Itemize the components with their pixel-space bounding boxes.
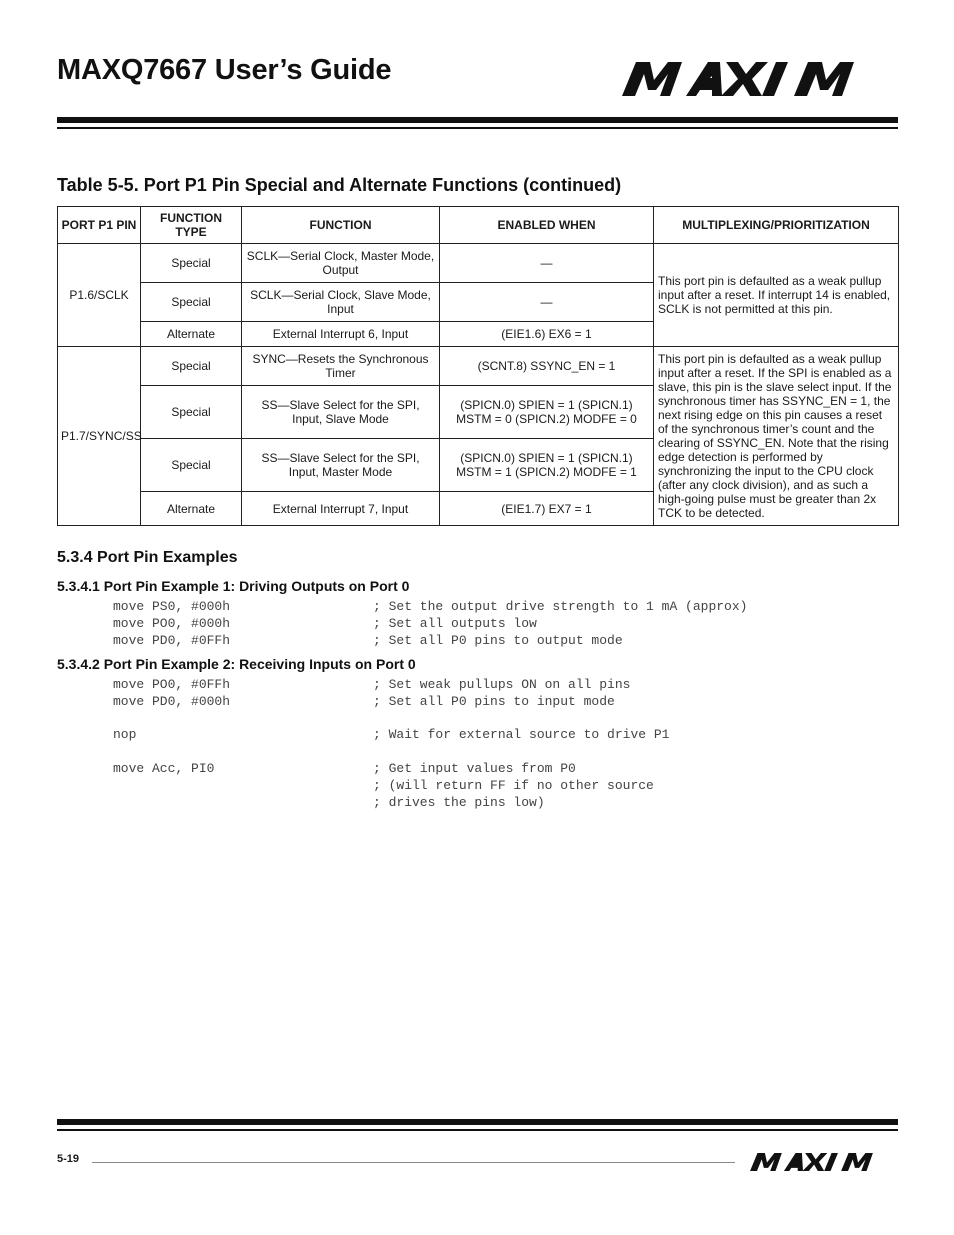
column-header: MULTIPLEXING/PRIORITIZATION	[654, 207, 899, 244]
function-cell: SCLK—Serial Clock, Master Mode, Output	[242, 244, 440, 283]
footer-divider	[92, 1162, 735, 1163]
code-comment: ; Get input values from P0	[373, 761, 576, 776]
table-header-row	[58, 207, 899, 244]
code-line: move PD0, #000h	[113, 694, 231, 709]
column-header: FUNCTION TYPE	[141, 207, 242, 244]
code-comment: ; Wait for external source to drive P1	[373, 727, 670, 742]
enabled-when-cell: (EIE1.6) EX6 = 1	[440, 322, 654, 347]
code-line: move PO0, #0FFh	[113, 677, 231, 692]
maxim-logo-footer	[748, 1153, 894, 1171]
function-cell: External Interrupt 6, Input	[242, 322, 440, 347]
function-cell: SYNC—Resets the Synchronous Timer	[242, 347, 440, 386]
pin-cell: P1.7/SYNC/SS	[58, 347, 141, 526]
section-heading: 5.3.4 Port Pin Examples	[57, 549, 238, 566]
function-cell: External Interrupt 7, Input	[242, 492, 440, 526]
code-comment: ; Set all P0 pins to output mode	[373, 633, 623, 648]
example2-heading: 5.3.4.2 Port Pin Example 2: Receiving Inputs on Port 0	[57, 656, 416, 672]
footer-rule-thick	[57, 1119, 898, 1125]
document-title: MAXQ7667 User’s Guide	[57, 54, 392, 86]
multiplexing-cell: This port pin is defaulted as a weak pullup input after a reset. If interrupt 14 is enabled, SCLK is not permitted at this pin.	[654, 244, 899, 347]
header-rule-thick	[57, 117, 898, 123]
enabled-when-cell: (EIE1.7) EX7 = 1	[440, 492, 654, 526]
code-comment: ; Set weak pullups ON on all pins	[373, 677, 631, 692]
maxim-logo	[622, 62, 890, 96]
footer-rule-thin	[57, 1129, 898, 1131]
function-type-cell: Special	[141, 283, 242, 322]
enabled-when-cell: (SPICN.0) SPIEN = 1 (SPICN.1) MSTM = 0 (SPICN.2) MODFE = 0	[440, 386, 654, 439]
code-comment: ; Set all outputs low	[373, 616, 537, 631]
function-type-cell: Special	[141, 439, 242, 492]
page-number: 5-19	[57, 1153, 80, 1165]
function-cell: SS—Slave Select for the SPI, Input, Slave Mode	[242, 386, 440, 439]
table-row	[58, 347, 899, 386]
port-p1-functions-table	[57, 206, 899, 526]
function-cell: SS—Slave Select for the SPI, Input, Master Mode	[242, 439, 440, 492]
code-comment: ; drives the pins low)	[373, 795, 545, 810]
enabled-when-cell: (SPICN.0) SPIEN = 1 (SPICN.1) MSTM = 1 (SPICN.2) MODFE = 1	[440, 439, 654, 492]
column-header: PORT P1 PIN	[58, 207, 141, 244]
code-line: move PD0, #0FFh	[113, 633, 231, 648]
code-line: move PO0, #000h	[113, 616, 231, 631]
enabled-when-cell: (SCNT.8) SSYNC_EN = 1	[440, 347, 654, 386]
table-caption: Table 5-5. Port P1 Pin Special and Alternate Functions (continued)	[57, 175, 622, 195]
function-type-cell: Alternate	[141, 492, 242, 526]
enabled-when-cell: —	[440, 244, 654, 283]
code-comment: ; Set the output drive strength to 1 mA (approx)	[373, 599, 748, 614]
code-line: move PS0, #000h	[113, 599, 231, 614]
function-cell: SCLK—Serial Clock, Slave Mode, Input	[242, 283, 440, 322]
table-row	[58, 244, 899, 283]
function-type-cell: Special	[141, 347, 242, 386]
column-header: FUNCTION	[242, 207, 440, 244]
code-comment: ; Set all P0 pins to input mode	[373, 694, 615, 709]
pin-cell: P1.6/SCLK	[58, 244, 141, 347]
example1-heading: 5.3.4.1 Port Pin Example 1: Driving Outputs on Port 0	[57, 578, 410, 594]
code-comment: ; (will return FF if no other source	[373, 778, 654, 793]
code-line: nop	[113, 727, 137, 742]
function-type-cell: Special	[141, 386, 242, 439]
header-rule-thin	[57, 127, 898, 129]
function-type-cell: Special	[141, 244, 242, 283]
multiplexing-cell: This port pin is defaulted as a weak pullup input after a reset. If the SPI is enabled as a slave, this pin is the slave select input. If the synchronous timer has SSYNC_EN = 1, the next rising edge on this pin causes a reset of the synchronous timer’s count and the clearing of SSYNC_EN. Note that the rising edge detection is performed by synchronizing the input to the CPU clock (after any clock division), and as such a high-going pulse must be greater than 2x TCK to be detected.	[654, 347, 899, 526]
column-header: ENABLED WHEN	[440, 207, 654, 244]
code-line: move Acc, PI0	[113, 761, 215, 776]
enabled-when-cell: —	[440, 283, 654, 322]
function-type-cell: Alternate	[141, 322, 242, 347]
